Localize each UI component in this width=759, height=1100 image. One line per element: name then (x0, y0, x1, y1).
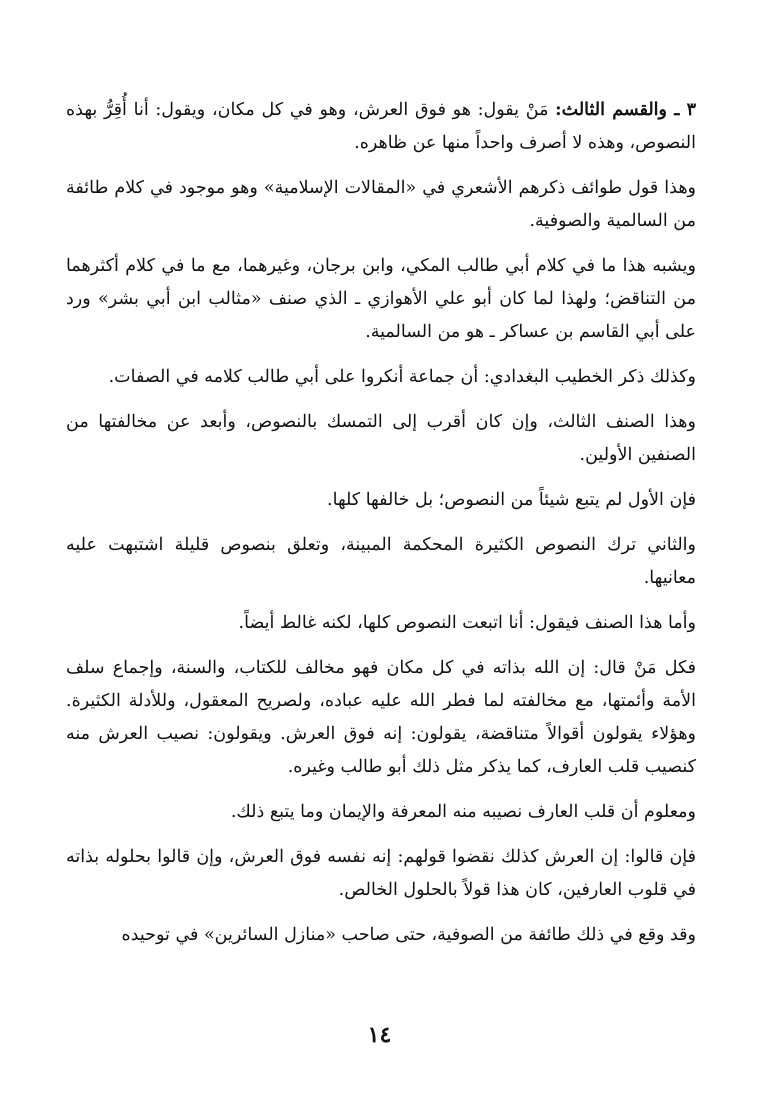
paragraph-8: وأما هذا الصنف فيقول: أنا اتبعت النصوص كلها، لكنه غالط أيضاً. (238, 613, 696, 633)
paragraph-7: والثاني ترك النصوص الكثيرة المحكمة المبينة، وتعلق بنصوص قليلة اشتبهت عليه معانيها. (66, 535, 696, 588)
paragraph-6: فإن الأول لم يتبع شيئاً من النصوص؛ بل خالفها كلها. (327, 490, 696, 510)
paragraph-5: وهذا الصنف الثالث، وإن كان أقرب إلى التمسك بالنصوص، وأبعد عن مخالفتها من الصنفين الأولين. (66, 412, 696, 465)
paragraph-11: فإن قالوا: إن العرش كذلك نقضوا قولهم: إنه نفسه فوق العرش، وإن قالوا بحلوله بذاته في قلوب العارفين، كان هذا قولاً بالحلول الخالص. (66, 847, 696, 900)
page-body (66, 94, 696, 964)
paragraph-2: وهذا قول طوائف ذكرهم الأشعري في «المقالات الإسلامية» وهو موجود في كلام طائفة من السالمية والصوفية. (66, 178, 696, 231)
paragraph-9: فكل مَنْ قال: إن الله بذاته في كل مكان فهو مخالف للكتاب، والسنة، وإجماع سلف الأمة وأئمتها، مع مخالفته لما فطر الله عليه عباده، ولصريح المعقول، وللأدلة الكثيرة. وهؤلاء يقولون أقوالاً متناقضة، يقولون: إنه فوق العرش. ويقولون: نصيب العرش منه كنصيب قلب العارف، كما يذكر مثل ذلك أبو طالب وغيره. (66, 658, 696, 777)
section-lead: ٣ ـ والقسم الثالث: (555, 100, 696, 120)
paragraph-text: مَنْ يقول: هو فوق العرش، وهو في كل مكان، ويقول: أنا أُقِرُّ بهذه النصوص، وهذه لا أصرف واحداً منها عن ظاهره. (66, 100, 696, 153)
paragraph-3: ويشبه هذا ما في كلام أبي طالب المكي، وابن برجان، وغيرهما، مع ما في كلام أكثرهما من التناقض؛ ولهذا لما كان أبو علي الأهوازي ـ الذي صنف «مثالب ابن أبي بشر» ورد على أبي القاسم بن عساكر ـ هو من السالمية. (66, 256, 696, 342)
paragraph-4: وكذلك ذكر الخطيب البغدادي: أن جماعة أنكروا على أبي طالب كلامه في الصفات. (108, 367, 696, 387)
paragraph-1 (66, 94, 696, 160)
paragraph-12: وقد وقع في ذلك طائفة من الصوفية، حتى صاحب «منازل السائرين» في توحيده (121, 925, 696, 945)
paragraph-10: ومعلوم أن قلب العارف نصيبه منه المعرفة والإيمان وما يتبع ذلك. (230, 802, 696, 822)
page-number: ١٤ (367, 1022, 392, 1048)
